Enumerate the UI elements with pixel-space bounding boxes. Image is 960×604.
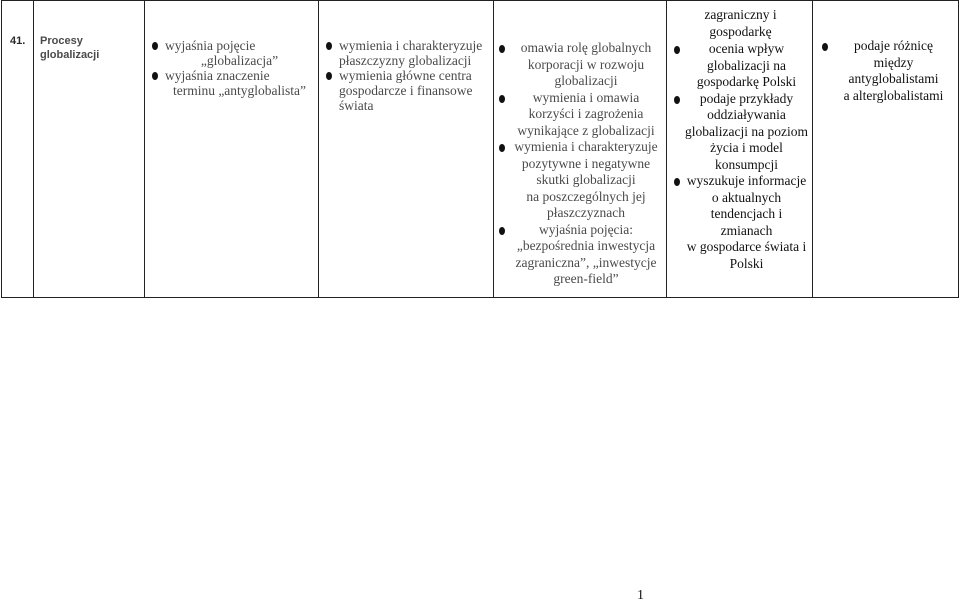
topic-cell	[34, 1, 145, 298]
lesson-number-cell	[2, 1, 34, 298]
topic-line: globalizacji	[40, 49, 100, 61]
list-item: wymienia i charakteryzuje pozytywne i negatywne skutki globalizacji na poszczególnych jej płaszczyznach	[498, 139, 662, 222]
table-row	[2, 1, 959, 298]
list-item: wymienia główne centra gospodarcze i finansowe świata	[325, 68, 489, 113]
list-item: wyjaśnia pojęcia: „bezpośrednia inwestycja zagraniczna”, „inwestycje green-field”	[498, 222, 662, 288]
requirements-advanced-cell	[667, 1, 813, 298]
list-item: wymienia i charakteryzuje płaszczyzny globalizacji	[325, 38, 489, 68]
list-item: wyjaśnia pojęcie „globalizacja”	[151, 38, 314, 68]
topic-line: Procesy	[40, 35, 83, 47]
lesson-number: 41.	[10, 35, 26, 47]
list-item: omawia rolę globalnych korporacji w rozwoju globalizacji	[498, 40, 662, 90]
list-item: wyjaśnia znaczenie terminu „antyglobalista”	[151, 68, 314, 98]
list-item: podaje różnicę między antyglobalistami a alterglobalistami	[821, 38, 954, 104]
requirements-basic-cell	[145, 1, 319, 298]
list-item: podaje przykłady oddziaływania globalizacji na poziom życia i model konsumpcji	[673, 91, 808, 174]
curriculum-table	[1, 0, 959, 298]
continued-text: zagraniczny i gospodarkę	[704, 7, 777, 39]
list-item: wymienia i omawia korzyści i zagrożenia wynikające z globalizacji	[498, 90, 662, 140]
list-item: wyszukuje informacje o aktualnych tendencjach i zmianach w gospodarce świata i Polski	[673, 173, 808, 272]
requirements-excellent-cell	[813, 1, 959, 298]
list-item: ocenia wpływ globalizacji na gospodarkę Polski	[673, 41, 808, 91]
page-number: 1	[637, 588, 644, 603]
requirements-standard-cell	[319, 1, 494, 298]
requirements-extended-cell	[494, 1, 667, 298]
